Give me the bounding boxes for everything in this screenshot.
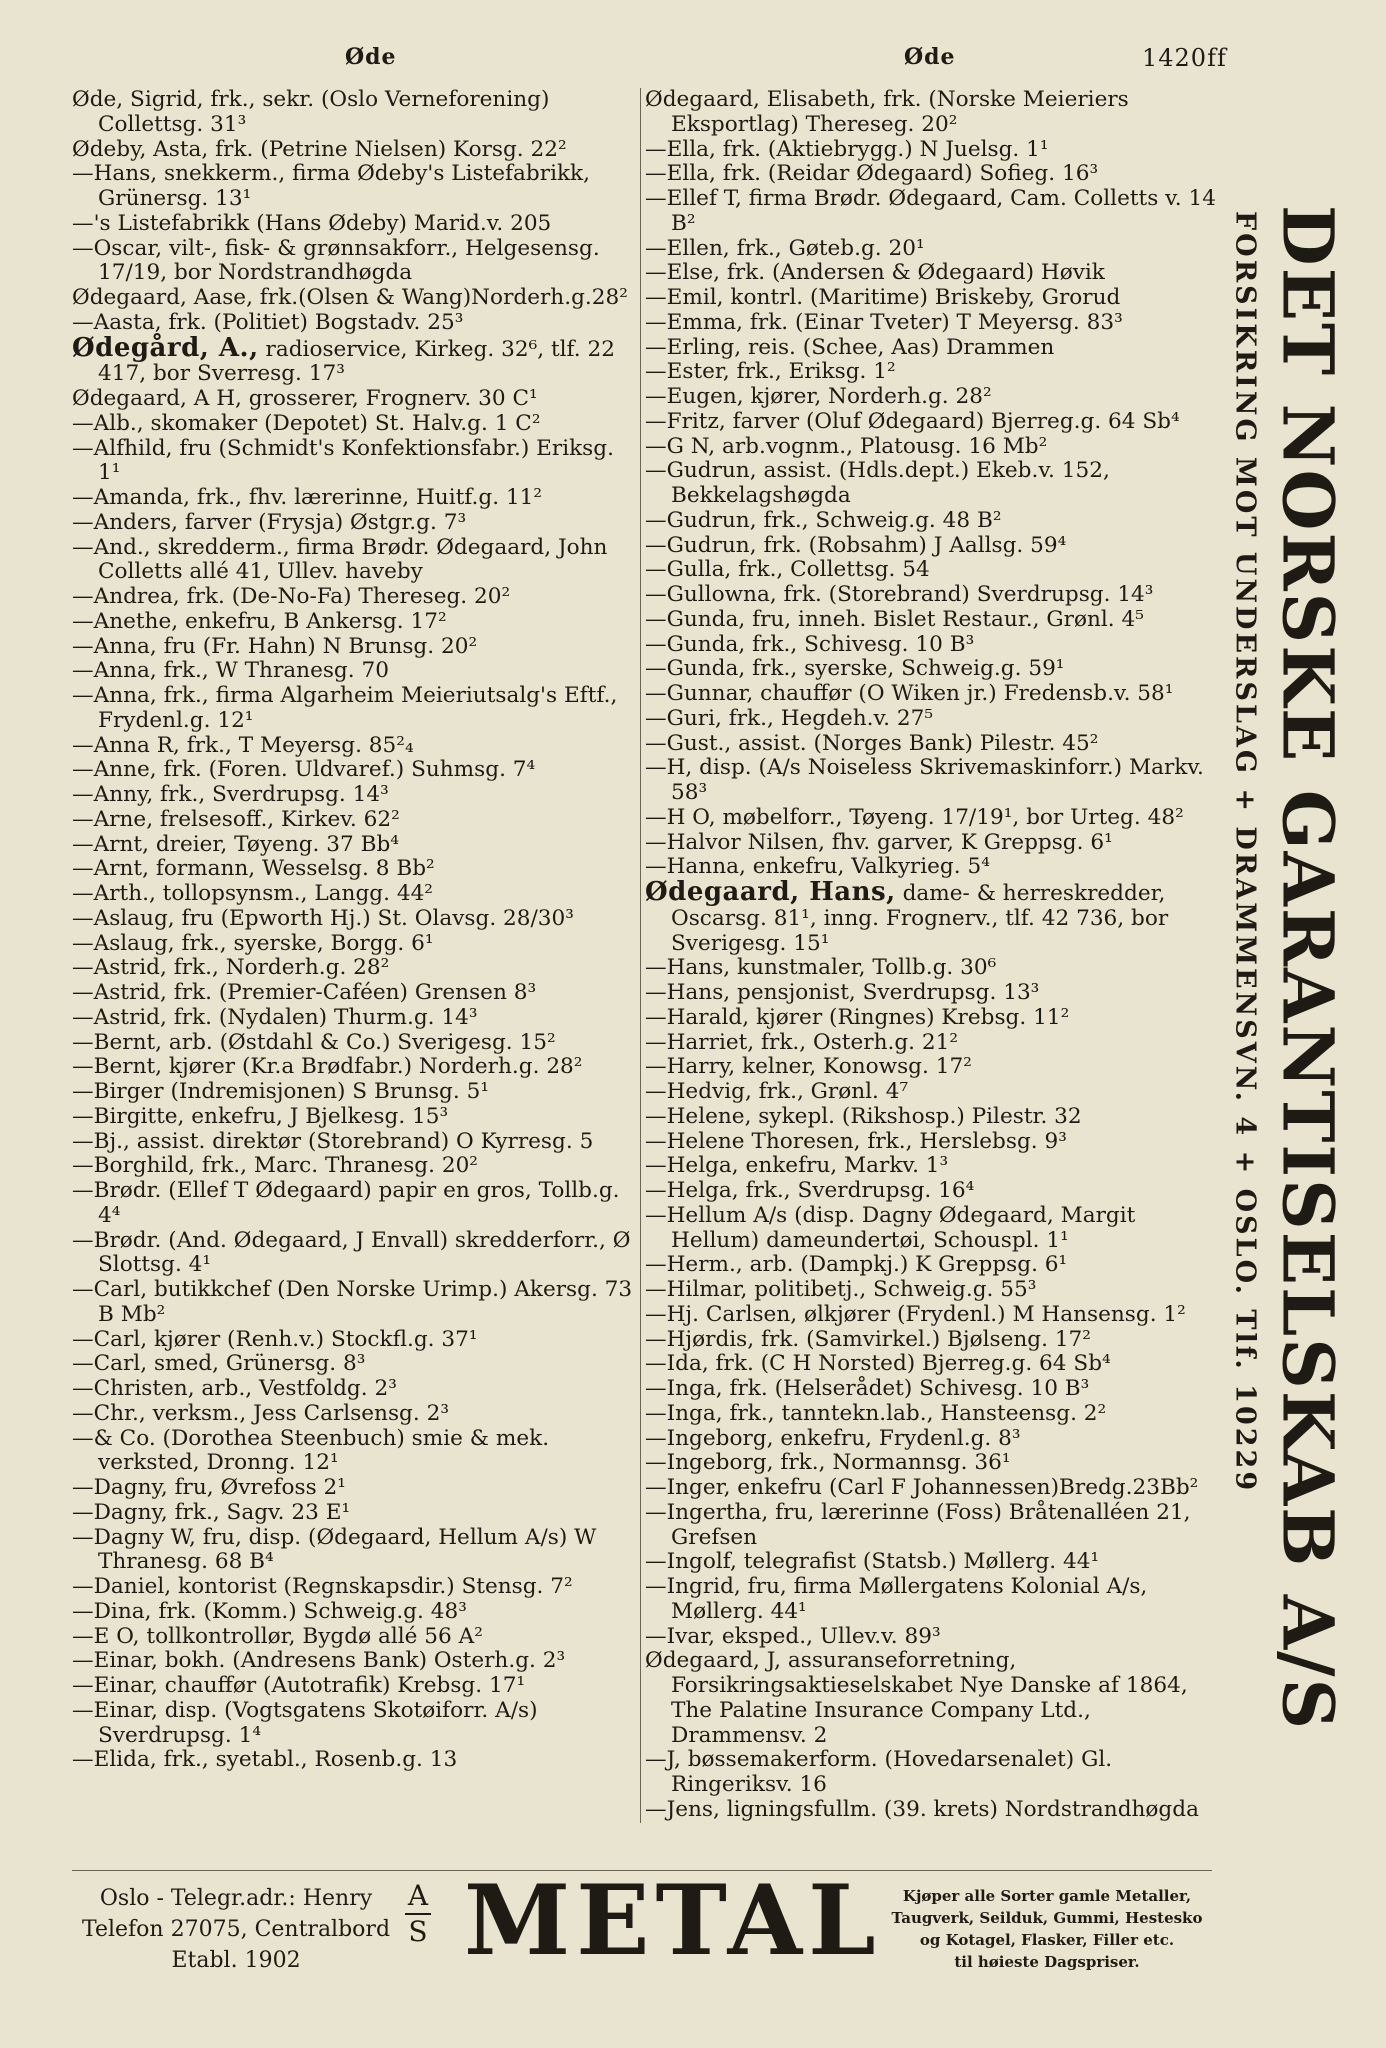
directory-entry: —Ivar, eksped., Ullev.v. 89³ xyxy=(645,1623,941,1649)
directory-entry: —Aslaug, frk., syerske, Borgg. 6¹ xyxy=(72,930,434,956)
directory-entry: —Hans, kunstmaler, Tollb.g. 30⁶ xyxy=(645,955,997,981)
directory-entry: —Anne, frk. (Foren. Uldvaref.) Suhmsg. 7⁴ xyxy=(72,757,536,783)
directory-entry: —Gulla, frk., Collettsg. 54 xyxy=(645,557,930,583)
directory-entry: —Einar, bokh. (Andresens Bank) Osterh.g. 2³ xyxy=(72,1648,566,1674)
directory-entry: —Ellen, frk., Gøteb.g. 20¹ xyxy=(645,235,925,261)
directory-entry: —& Co. (Dorothea Steenbuch) smie & mek. verksted, Dronng. 12¹ xyxy=(72,1425,550,1476)
directory-entry: —Gust., assist. (Norges Bank) Pilestr. 45² xyxy=(645,730,1099,756)
ad-contact-line: Oslo - Telegr.adr.: Henry xyxy=(99,1886,373,1911)
ad-service-line: til høieste Dagspriser. xyxy=(954,1953,1140,1971)
directory-entry: —Astrid, frk. (Premier-Caféen) Grensen 8³ xyxy=(72,980,537,1005)
directory-entry: —Arne, frelsesoff., Kirkev. 62² xyxy=(72,806,400,832)
directory-entry: —Helene, sykepl. (Rikshosp.) Pilestr. 32 xyxy=(645,1103,1082,1129)
directory-entry: —Harald, kjører (Ringnes) Krebsg. 11² xyxy=(645,1004,1070,1030)
directory-entry: —Hjørdis, frk. (Samvirkel.) Bjølseng. 17² xyxy=(645,1326,1091,1352)
directory-entry: —Andrea, frk. (De-No-Fa) Thereseg. 20² xyxy=(72,584,511,609)
directory-entry: —Daniel, kontorist (Regnskapsdir.) Stensg. 7² xyxy=(72,1574,573,1599)
directory-entry: Ødegaard, Hans, dame- & herreskredder, Oscarsg. 81¹, inng. Frognerv., tlf. 42 736, bor Sverigesg. 15¹ xyxy=(645,877,1169,956)
directory-entry: —Else, frk. (Andersen & Ødegaard) Høvik xyxy=(645,260,1105,286)
directory-entry: —Oscar, vilt-, fisk- & grønnsakforr., Helgesensg. 17/19, bor Nordstrandhøgda xyxy=(72,235,600,286)
ad-service-line: Kjøper alle Sorter gamle Metaller, xyxy=(902,1887,1192,1905)
directory-entry: —Anders, farver (Frysja) Østgr.g. 7³ xyxy=(72,509,467,535)
running-head-center: Øde xyxy=(904,44,956,70)
directory-entry: —Amanda, frk., fhv. lærerinne, Huitf.g. 11² xyxy=(72,485,543,510)
directory-entry: —Gunda, frk., Schivesg. 10 B³ xyxy=(645,631,975,657)
directory-entry: —Carl, butikkchef (Den Norske Urimp.) Akersg. 73 B Mb² xyxy=(72,1277,633,1327)
directory-entry: —Brødr. (And. Ødegaard, J Envall) skredderforr., Ø Slottsg. 4¹ xyxy=(72,1227,631,1278)
directory-entry: —Bj., assist. direktør (Storebrand) O Kyrresg. 5 xyxy=(72,1128,594,1154)
directory-entry: —Arnt, dreier, Tøyeng. 37 Bb⁴ xyxy=(72,831,399,857)
directory-entry: —Harriet, frk., Osterh.g. 21² xyxy=(645,1029,959,1055)
directory-entry: —H, disp. (A/s Noiseless Skrivemaskinforr.) Markv. 58³ xyxy=(645,755,1204,805)
directory-entry: —Inga, frk., tanntekn.lab., Hansteensg. 2² xyxy=(645,1400,1107,1426)
directory-entry: —G N, arb.vognm., Platousg. 16 Mb² xyxy=(645,433,1048,459)
ad-contact-block xyxy=(82,1883,390,1976)
directory-entry: —Fritz, farver (Oluf Ødegaard) Bjerreg.g. 64 Sb⁴ xyxy=(645,408,1180,434)
directory-entry: —Hans, pensjonist, Sverdrupsg. 13³ xyxy=(645,980,1040,1005)
directory-entry: —Alb., skomaker (Depotet) St. Halv.g. 1 C² xyxy=(72,410,541,436)
directory-entry: —Aasta, frk. (Politiet) Bogstadv. 25³ xyxy=(72,309,464,335)
directory-entry: —Guri, frk., Hegdeh.v. 27⁵ xyxy=(645,705,934,731)
ad-services-block xyxy=(882,1885,1212,1973)
ad-as-bottom: S xyxy=(408,1915,428,1948)
metal-advertisement xyxy=(72,1864,1212,1977)
directory-entry: —Anna, frk., W Thranesg. 70 xyxy=(72,658,389,684)
directory-entry: —J, bøssemakerform. (Hovedarsenalet) Gl. Ringeriksv. 16 xyxy=(645,1747,1113,1797)
ad-logo-text: METAL xyxy=(464,1864,882,1977)
directory-entry: —Einar, chauffør (Autotrafik) Krebsg. 17¹ xyxy=(72,1673,526,1698)
directory-entry: —Inga, frk. (Helserådet) Schivesg. 10 B³ xyxy=(645,1376,1090,1401)
directory-entry: —Astrid, frk. (Nydalen) Thurm.g. 14³ xyxy=(72,1004,478,1030)
directory-entry: —Ingolf, telegrafist (Statsb.) Møllerg. 44¹ xyxy=(645,1549,1100,1575)
directory-entry: —E O, tollkontrollør, Bygdø allé 56 A² xyxy=(72,1623,483,1649)
directory-entry: —Hellum A/s (disp. Dagny Ødegaard, Margit Hellum) dameundertøi, Schouspl. 1¹ xyxy=(645,1202,1136,1253)
directory-entry: —Hj. Carlsen, ølkjører (Frydenl.) M Hansensg. 1² xyxy=(645,1301,1186,1327)
directory-entry: —Gudrun, frk., Schweig.g. 48 B² xyxy=(645,507,1002,533)
directory-entry: —Ingeborg, frk., Normannsg. 36¹ xyxy=(645,1450,1011,1476)
directory-entry: —Ella, frk. (Reidar Ødegaard) Sofieg. 16³ xyxy=(645,161,1099,187)
directory-entry: Ødegaard, J, assuranseforretning, Forsikringsaktieselskabet Nye Danske af 1864, The Palatine Insurance Company Ltd., Drammensv. 2 xyxy=(645,1648,1188,1748)
directory-entry: —Halvor Nilsen, fhv. garver, K Greppsg. 6¹ xyxy=(645,829,1113,855)
directory-entry: Ødegård, A., radioservice, Kirkeg. 32⁶, tlf. 22 417, bor Sverresg. 17³ xyxy=(72,332,615,387)
directory-entry: —Gudrun, assist. (Hdls.dept.) Ekeb.v. 152, Bekkelagshøgda xyxy=(645,458,1110,508)
ad-service-line: Taugverk, Seilduk, Gummi, Hestesko xyxy=(891,1909,1203,1927)
directory-entry: —Helga, enkefru, Markv. 1³ xyxy=(645,1153,949,1179)
running-head-left: Øde xyxy=(345,44,397,70)
ad-contact-line: Etabl. 1902 xyxy=(171,1948,301,1973)
page-number: 1420ff xyxy=(1142,44,1227,72)
directory-entry: —Arth., tollopsynsm., Langg. 44² xyxy=(72,881,433,906)
directory-entry: —Hans, snekkerm., firma Ødeby's Listefabrikk, Grünersg. 13¹ xyxy=(72,161,591,211)
directory-entry: —Gunda, frk., syerske, Schweig.g. 59¹ xyxy=(645,656,1065,682)
directory-entry: —Erling, reis. (Schee, Aas) Drammen xyxy=(645,334,1055,360)
directory-entry: —Gudrun, frk. (Robsahm) J Aallsg. 59⁴ xyxy=(645,532,1067,558)
directory-entry: —Ingeborg, enkefru, Frydenl.g. 8³ xyxy=(645,1425,1021,1451)
directory-entry: —Gunnar, chauffør (O Wiken jr.) Fredensb.v. 58¹ xyxy=(645,681,1174,706)
directory-entry: Ødegaard, Elisabeth, frk. (Norske Meieriers Eksportlag) Thereseg. 20² xyxy=(645,87,1129,137)
directory-entry: —Herm., arb. (Dampkj.) K Greppsg. 6¹ xyxy=(645,1252,1068,1278)
directory-entry: —Bernt, arb. (Østdahl & Co.) Sverigesg. 15² xyxy=(72,1029,556,1055)
directory-entry: —Anna R, frk., T Meyersg. 85²₄ xyxy=(72,732,414,758)
directory-entry: —Astrid, frk., Norderh.g. 28² xyxy=(72,955,390,981)
directory-entry: —Jens, ligningsfullm. (39. krets) Nordstrandhøgda xyxy=(645,1796,1199,1822)
directory-entry: —Birger (Indremisjonen) S Brunsg. 5¹ xyxy=(72,1079,489,1104)
directory-entry: —Borghild, frk., Marc. Thranesg. 20² xyxy=(72,1153,478,1179)
directory-entry: —Dina, frk. (Komm.) Schweig.g. 48³ xyxy=(72,1598,467,1624)
directory-entry: —Elida, frk., syetabl., Rosenb.g. 13 xyxy=(72,1747,458,1773)
left-column xyxy=(72,88,640,1773)
directory-entry: —Helga, frk., Sverdrupsg. 16⁴ xyxy=(645,1178,975,1203)
directory-entry: —Hedvig, frk., Grønl. 4⁷ xyxy=(645,1079,909,1104)
directory-entry: —Hilmar, politibetj., Schweig.g. 55³ xyxy=(645,1277,1037,1302)
directory-entry: —Helene Thoresen, frk., Herslebsg. 9³ xyxy=(645,1128,1067,1154)
directory-entry: —Chr., verksm., Jess Carlsensg. 2³ xyxy=(72,1400,449,1426)
directory-entry: Ødegaard, A H, grosserer, Frognerv. 30 C¹ xyxy=(72,386,538,411)
banner-tagline: FORSIKRING MOT UNDERSLAG + DRAMMENSVN. 4 + OSLO. Tlf. 10229 xyxy=(1229,211,1261,1494)
directory-entry: —Gunda, fru, inneh. Bislet Restaur., Grønl. 4⁵ xyxy=(645,606,1144,632)
directory-entry: Ødegaard, Aase, frk.(Olsen & Wang)Norderh.g.28² xyxy=(72,285,628,310)
directory-entry: —Anethe, enkefru, B Ankersg. 17² xyxy=(72,608,447,634)
directory-entry: —Einar, disp. (Vogtsgatens Skotøiforr. A/s) Sverdrupsg. 1⁴ xyxy=(72,1697,538,1748)
directory-entry: —Christen, arb., Vestfoldg. 2³ xyxy=(72,1376,397,1401)
directory-entry: —Hanna, enkefru, Valkyrieg. 5⁴ xyxy=(645,854,990,880)
directory-entry: —Alfhild, fru (Schmidt's Konfektionsfabr.) Eriksg. 1¹ xyxy=(72,435,614,486)
bold-entry-name: Ødegård, A., xyxy=(72,332,259,363)
directory-entry: —Emma, frk. (Einar Tveter) T Meyersg. 83³ xyxy=(645,309,1123,335)
directory-entry: —Arnt, formann, Wesselsg. 8 Bb² xyxy=(72,856,435,882)
directory-entry: —Ester, frk., Eriksg. 1² xyxy=(645,359,896,385)
directory-entry: —Ella, frk. (Aktiebrygg.) N Juelsg. 1¹ xyxy=(645,136,1049,162)
directory-entry: —Anna, frk., firma Algarheim Meieriutsalg's Eftf., Frydenl.g. 12¹ xyxy=(72,683,618,733)
ad-service-line: og Kotagel, Flasker, Filler etc. xyxy=(919,1931,1175,1949)
bold-entry-name: Ødegaard, Hans, xyxy=(645,877,896,907)
directory-entry: —Dagny, fru, Øvrefoss 2¹ xyxy=(72,1475,346,1500)
ad-contact-line: Telefon 27075, Centralbord xyxy=(82,1917,391,1942)
directory-entry: —Ida, frk. (C H Norsted) Bjerreg.g. 64 Sb⁴ xyxy=(645,1351,1111,1377)
directory-entry: —Dagny, frk., Sagv. 23 E¹ xyxy=(72,1499,351,1525)
directory-entry: —Dagny W, fru, disp. (Ødegaard, Hellum A/s) W Thranesg. 68 B⁴ xyxy=(72,1524,597,1575)
directory-entry: —Anny, frk., Sverdrupsg. 14³ xyxy=(72,782,389,807)
right-column xyxy=(640,88,1217,1823)
directory-entry: —Carl, kjører (Renh.v.) Stockfl.g. 37¹ xyxy=(72,1326,478,1352)
directory-entry: —Harry, kelner, Konowsg. 17² xyxy=(645,1054,972,1080)
directory-entry: Ødeby, Asta, frk. (Petrine Nielsen) Korsg. 22² xyxy=(72,136,567,162)
directory-entry: —Brødr. (Ellef T Ødegaard) papir en gros, Tollb.g. 4⁴ xyxy=(72,1178,620,1228)
directory-entry: —Eugen, kjører, Norderh.g. 28² xyxy=(645,384,992,409)
directory-entry: —Anna, fru (Fr. Hahn) N Brunsg. 20² xyxy=(72,633,478,659)
directory-entry: —And., skredderm., firma Brødr. Ødegaard, John Colletts allé 41, Ullev. haveby xyxy=(72,534,608,585)
ad-as-top: A xyxy=(407,1879,429,1912)
directory-entry: —Ingrid, fru, firma Møllergatens Kolonial A/s, Møllerg. 44¹ xyxy=(645,1574,1148,1624)
directory-entry: —Emil, kontrl. (Maritime) Briskeby, Grorud xyxy=(645,285,1121,310)
directory-entry: —H O, møbelforr., Tøyeng. 17/19¹, bor Urteg. 48² xyxy=(645,804,1184,830)
directory-entry: —Gullowna, frk. (Storebrand) Sverdrupsg. 14³ xyxy=(645,582,1154,607)
directory-entry: —Carl, smed, Grünersg. 8³ xyxy=(72,1351,366,1377)
vertical-advert-banner xyxy=(1217,205,1357,1825)
directory-entry: —'s Listefabrikk (Hans Ødeby) Marid.v. 205 xyxy=(72,210,552,236)
directory-entry: —Birgitte, enkefru, J Bjelkesg. 15³ xyxy=(72,1103,449,1129)
directory-entry: —Inger, enkefru (Carl F Johannessen)Bredg.23Bb² xyxy=(645,1475,1199,1500)
directory-entry: —Bernt, kjører (Kr.a Brødfabr.) Norderh.g. 28² xyxy=(72,1054,583,1080)
directory-entry: Øde, Sigrid, frk., sekr. (Oslo Verneforening) Collettsg. 31³ xyxy=(72,87,550,137)
directory-entry: —Ingertha, fru, lærerinne (Foss) Bråtenalléen 21, Grefsen xyxy=(645,1499,1191,1550)
directory-entry: —Ellef T, firma Brødr. Ødegaard, Cam. Colletts v. 14 B² xyxy=(645,186,1216,236)
banner-company-name: DET NORSKE GARANTISELSKAB A/S xyxy=(1266,205,1350,1732)
directory-entry: —Aslaug, fru (Epworth Hj.) St. Olavsg. 28/30³ xyxy=(72,905,574,931)
ad-as-mark xyxy=(405,1879,431,1949)
